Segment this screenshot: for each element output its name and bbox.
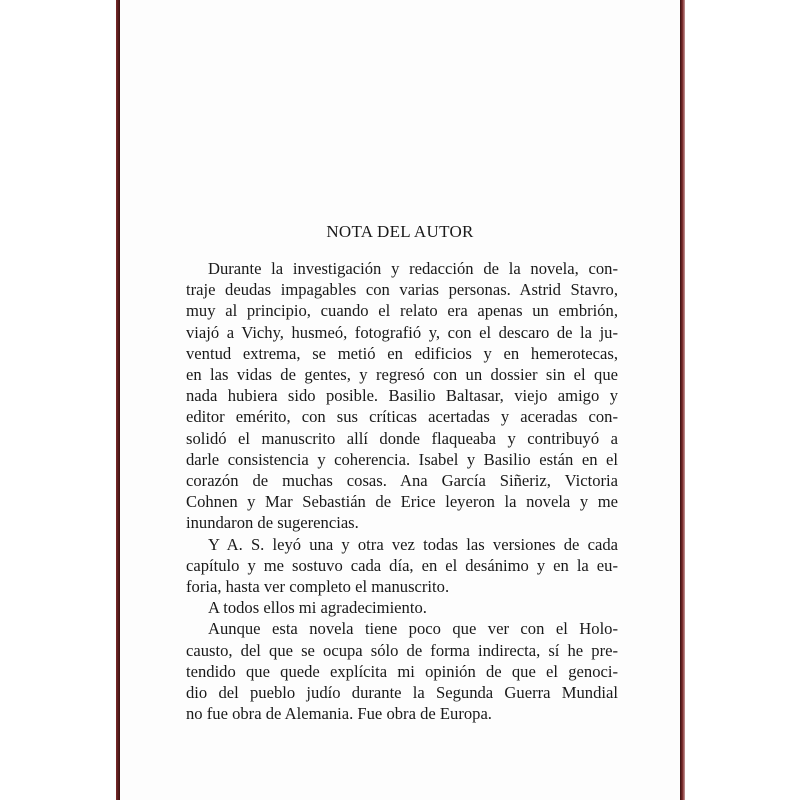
text-line: viajó a Vichy, husmeó, fotografió y, con el descaro de la ju- (186, 322, 618, 342)
text-line: darle consistencia y coherencia. Isabel y Basilio están en el (186, 449, 618, 469)
text-line: muy al principio, cuando el relato era apenas un embrión, (186, 301, 618, 321)
text-line: Cohnen y Mar Sebastián de Erice leyeron la novela y me (186, 492, 618, 512)
scan-margin-left (0, 0, 118, 800)
text-line: foria, hasta ver completo el manuscrito. (186, 577, 450, 597)
text-line: Durante la investigación y redacción de la novela, con- (208, 259, 618, 278)
text-line: en las vidas de gentes, y regresó con un dossier sin el que (186, 365, 618, 385)
text-line: inundaron de sugerencias. (186, 513, 359, 533)
page-title: NOTA DEL AUTOR (326, 222, 474, 241)
text-line: nada hubiera sido posible. Basilio Baltasar, viejo amigo y (186, 386, 618, 406)
text-line: Y A. S. leyó una y otra vez todas las versiones de cada (208, 534, 618, 554)
book-cover-edge-right (680, 0, 685, 800)
text-line: dio del pueblo judío durante la Segunda Guerra Mundial (186, 683, 618, 703)
book-page (120, 0, 680, 800)
text-line: editor emérito, con sus críticas acertadas y aceradas con- (186, 407, 618, 427)
body-text (186, 258, 618, 724)
text-line: traje deudas impagables con varias personas. Astrid Stavro, (186, 280, 618, 300)
text-line: no fue obra de Alemania. Fue obra de Europa. (186, 704, 492, 724)
text-line: solidó el manuscrito allí donde flaqueaba y contribuyó a (186, 428, 618, 448)
text-line: tendido que quede explícita mi opinión de que el genoci- (186, 661, 618, 681)
text-line: ventud extrema, se metió en edificios y en hemerotecas, (186, 343, 618, 363)
text-line: A todos ellos mi agradecimiento. (208, 598, 427, 618)
text-line: corazón de muchas cosas. Ana García Siñeriz, Victoria (186, 471, 618, 491)
text-line: capítulo y me sostuvo cada día, en el desánimo y en la eu- (186, 555, 618, 575)
text-line: causto, del que se ocupa sólo de forma indirecta, sí he pre- (186, 640, 618, 660)
text-line: Aunque esta novela tiene poco que ver con el Holo- (208, 619, 618, 639)
